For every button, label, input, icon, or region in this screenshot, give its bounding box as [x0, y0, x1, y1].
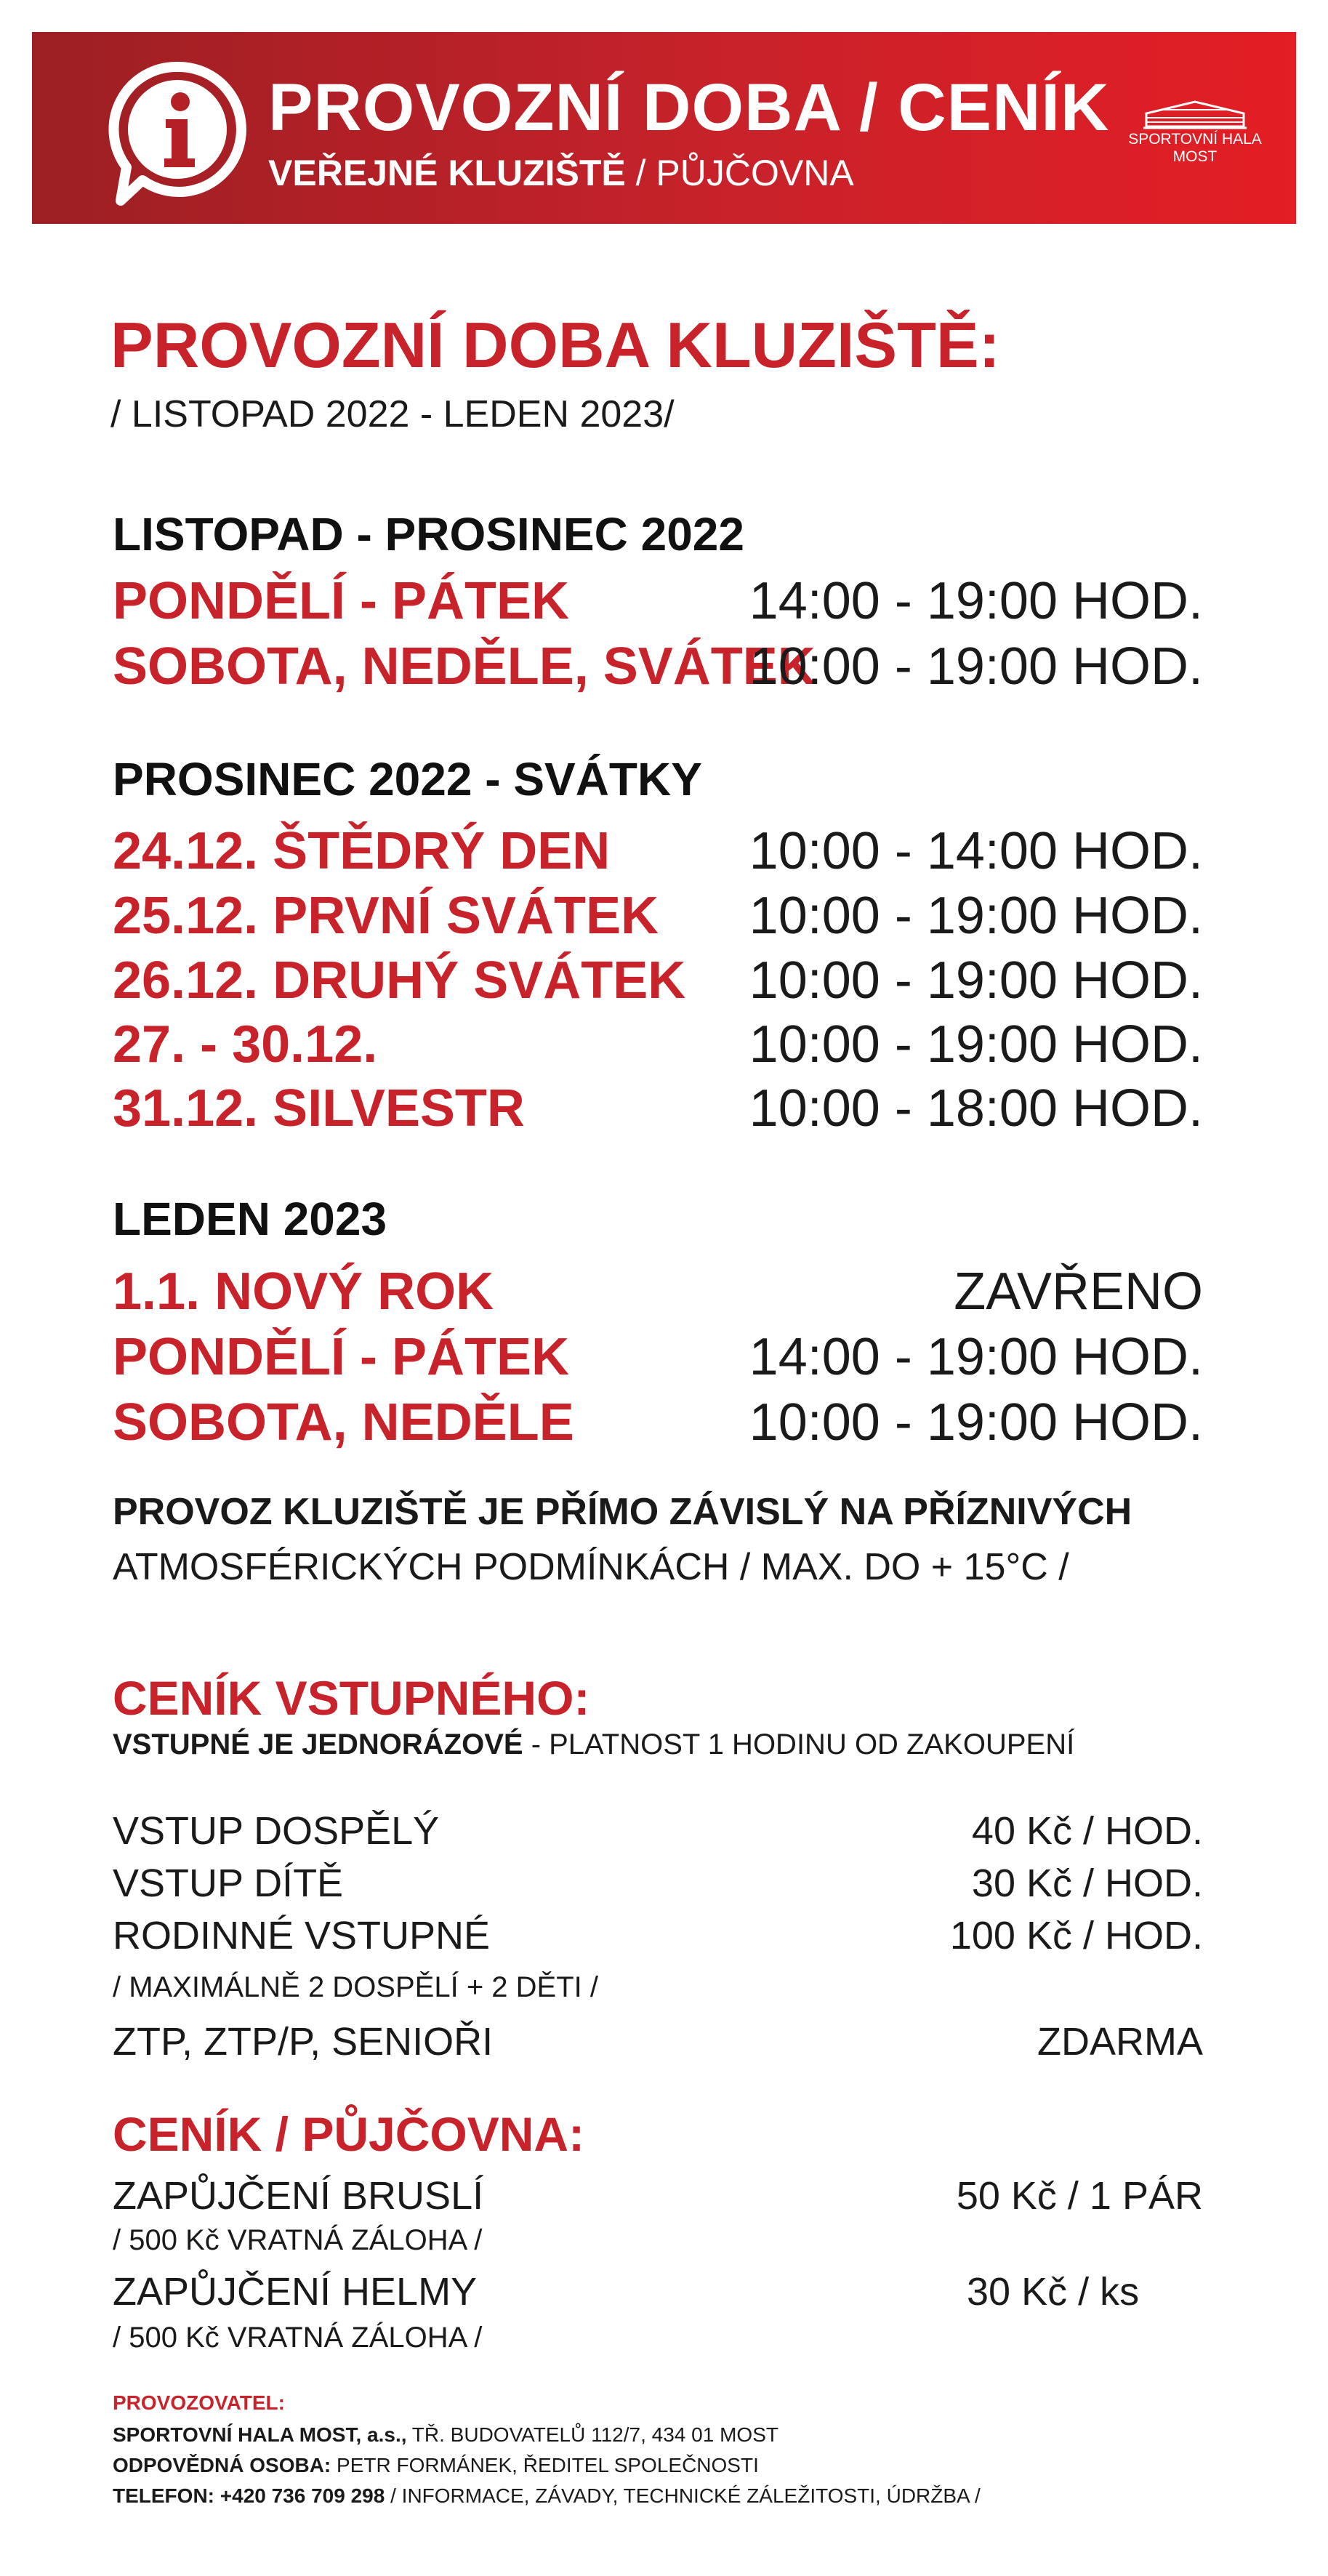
hours-time: 10:00 - 19:00 HOD.	[749, 1393, 1203, 1452]
hours-day: 1.1. NOVÝ ROK	[113, 1263, 494, 1321]
responsible-person: ODPOVĚDNÁ OSOBA: PETR FORMÁNEK, ŘEDITEL SPOLEČNOSTI	[113, 2454, 759, 2476]
hours-row	[113, 886, 1203, 949]
hours-period: / LISTOPAD 2022 - LEDEN 2023/	[110, 393, 675, 435]
pricing-title: CENÍK VSTUPNÉHO:	[113, 1671, 590, 1725]
rental-label: ZAPŮJČENÍ HELMY	[113, 2270, 478, 2314]
hours-day: 25.12. PRVNÍ SVÁTEK	[113, 887, 659, 945]
price-row	[113, 2019, 1203, 2063]
hours-time: 14:00 - 19:00 HOD.	[749, 572, 1203, 630]
hours-row	[113, 1393, 1203, 1455]
price-row	[113, 1808, 1203, 1852]
group-holidays-title: PROSINEC 2022 - SVÁTKY	[113, 753, 702, 805]
hours-row	[113, 1327, 1203, 1390]
rental-title: CENÍK / PŮJČOVNA:	[113, 2107, 585, 2161]
hours-day: 31.12. SILVESTR	[113, 1079, 525, 1138]
stadium-icon	[1140, 97, 1249, 131]
group-nov-dec-title: LISTOPAD - PROSINEC 2022	[113, 508, 744, 560]
hours-row	[113, 637, 1203, 699]
price-label: RODINNÉ VSTUPNÉ	[113, 1914, 491, 1957]
price-row	[113, 1861, 1203, 1904]
hours-time: ZAVŘENO	[954, 1263, 1203, 1321]
pricing-note: VSTUPNÉ JE JEDNORÁZOVÉ - PLATNOST 1 HODINU OD ZAKOUPENÍ	[113, 1728, 1075, 1760]
rental-row	[113, 2173, 1203, 2217]
hours-row	[113, 1262, 1203, 1324]
hours-row	[113, 951, 1203, 1013]
weather-notice-line1: PROVOZ KLUZIŠTĚ JE PŘÍMO ZÁVISLÝ NA PŘÍZNIVÝCH	[113, 1491, 1132, 1533]
skates-deposit-note: / 500 Kč VRATNÁ ZÁLOHA /	[113, 2224, 483, 2256]
group-jan-title: LEDEN 2023	[113, 1193, 387, 1245]
price-value: 100 Kč / HOD.	[949, 1914, 1203, 1957]
price-value: 40 Kč / HOD.	[971, 1809, 1203, 1853]
hours-time: 10:00 - 14:00 HOD.	[749, 822, 1203, 880]
helmet-deposit-note: / 500 Kč VRATNÁ ZÁLOHA /	[113, 2322, 483, 2354]
hours-day: 27. - 30.12.	[113, 1015, 378, 1074]
rental-label: ZAPŮJČENÍ BRUSLÍ	[113, 2174, 484, 2218]
hours-time: 14:00 - 19:00 HOD.	[749, 1328, 1203, 1386]
family-note: / MAXIMÁLNĚ 2 DOSPĚLÍ + 2 DĚTI /	[113, 1971, 598, 2003]
rental-value: 30 Kč / ks	[967, 2270, 1140, 2314]
rental-value: 50 Kč / 1 PÁR	[956, 2174, 1203, 2218]
banner-title: PROVOZNÍ DOBA / CENÍK	[268, 71, 1110, 145]
price-label: ZTP, ZTP/P, SENIOŘI	[113, 2020, 494, 2064]
hours-time: 10:00 - 19:00 HOD.	[749, 887, 1203, 945]
hours-day: PONDĚLÍ - PÁTEK	[113, 572, 570, 630]
hours-row	[113, 571, 1203, 634]
price-value: ZDARMA	[1037, 2020, 1203, 2064]
info-icon	[105, 58, 250, 211]
sportovni-hala-logo: SPORTOVNÍ HALA MOST	[1115, 97, 1275, 166]
hours-time: 10:00 - 19:00 HOD.	[749, 1015, 1203, 1074]
hours-row	[113, 821, 1203, 884]
hours-day: SOBOTA, NEDĚLE	[113, 1393, 574, 1452]
hours-time: 10:00 - 19:00 HOD.	[749, 951, 1203, 1010]
hours-row	[113, 1015, 1203, 1077]
price-label: VSTUP DÍTĚ	[113, 1861, 344, 1905]
operator-label: PROVOZOVATEL:	[113, 2391, 285, 2414]
hours-day: 26.12. DRUHÝ SVÁTEK	[113, 951, 686, 1010]
hours-row	[113, 1079, 1203, 1141]
price-row	[113, 1913, 1203, 1957]
hours-time: 10:00 - 18:00 HOD.	[749, 1079, 1203, 1138]
price-value: 30 Kč / HOD.	[971, 1861, 1203, 1905]
hours-day: PONDĚLÍ - PÁTEK	[113, 1328, 570, 1386]
price-label: VSTUP DOSPĚLÝ	[113, 1809, 440, 1853]
banner-subtitle: VEŘEJNÉ KLUZIŠTĚ / PŮJČOVNA	[268, 153, 854, 193]
operator-company: SPORTOVNÍ HALA MOST, a.s., TŘ. BUDOVATELŮ 112/7, 434 01 MOST	[113, 2423, 778, 2446]
hours-day: 24.12. ŠTĚDRÝ DEN	[113, 822, 611, 880]
hours-day: SOBOTA, NEDĚLE, SVÁTEK	[113, 637, 816, 696]
hours-title: PROVOZNÍ DOBA KLUZIŠTĚ:	[110, 309, 1000, 381]
header-banner	[32, 32, 1296, 224]
hours-time: 10:00 - 19:00 HOD.	[749, 637, 1203, 696]
phone-line: TELEFON: +420 736 709 298 / INFORMACE, ZÁVADY, TECHNICKÉ ZÁLEŽITOSTI, ÚDRŽBA /	[113, 2484, 981, 2507]
weather-notice-line2: ATMOSFÉRICKÝCH PODMÍNKÁCH / MAX. DO + 15°C /	[113, 1546, 1069, 1588]
